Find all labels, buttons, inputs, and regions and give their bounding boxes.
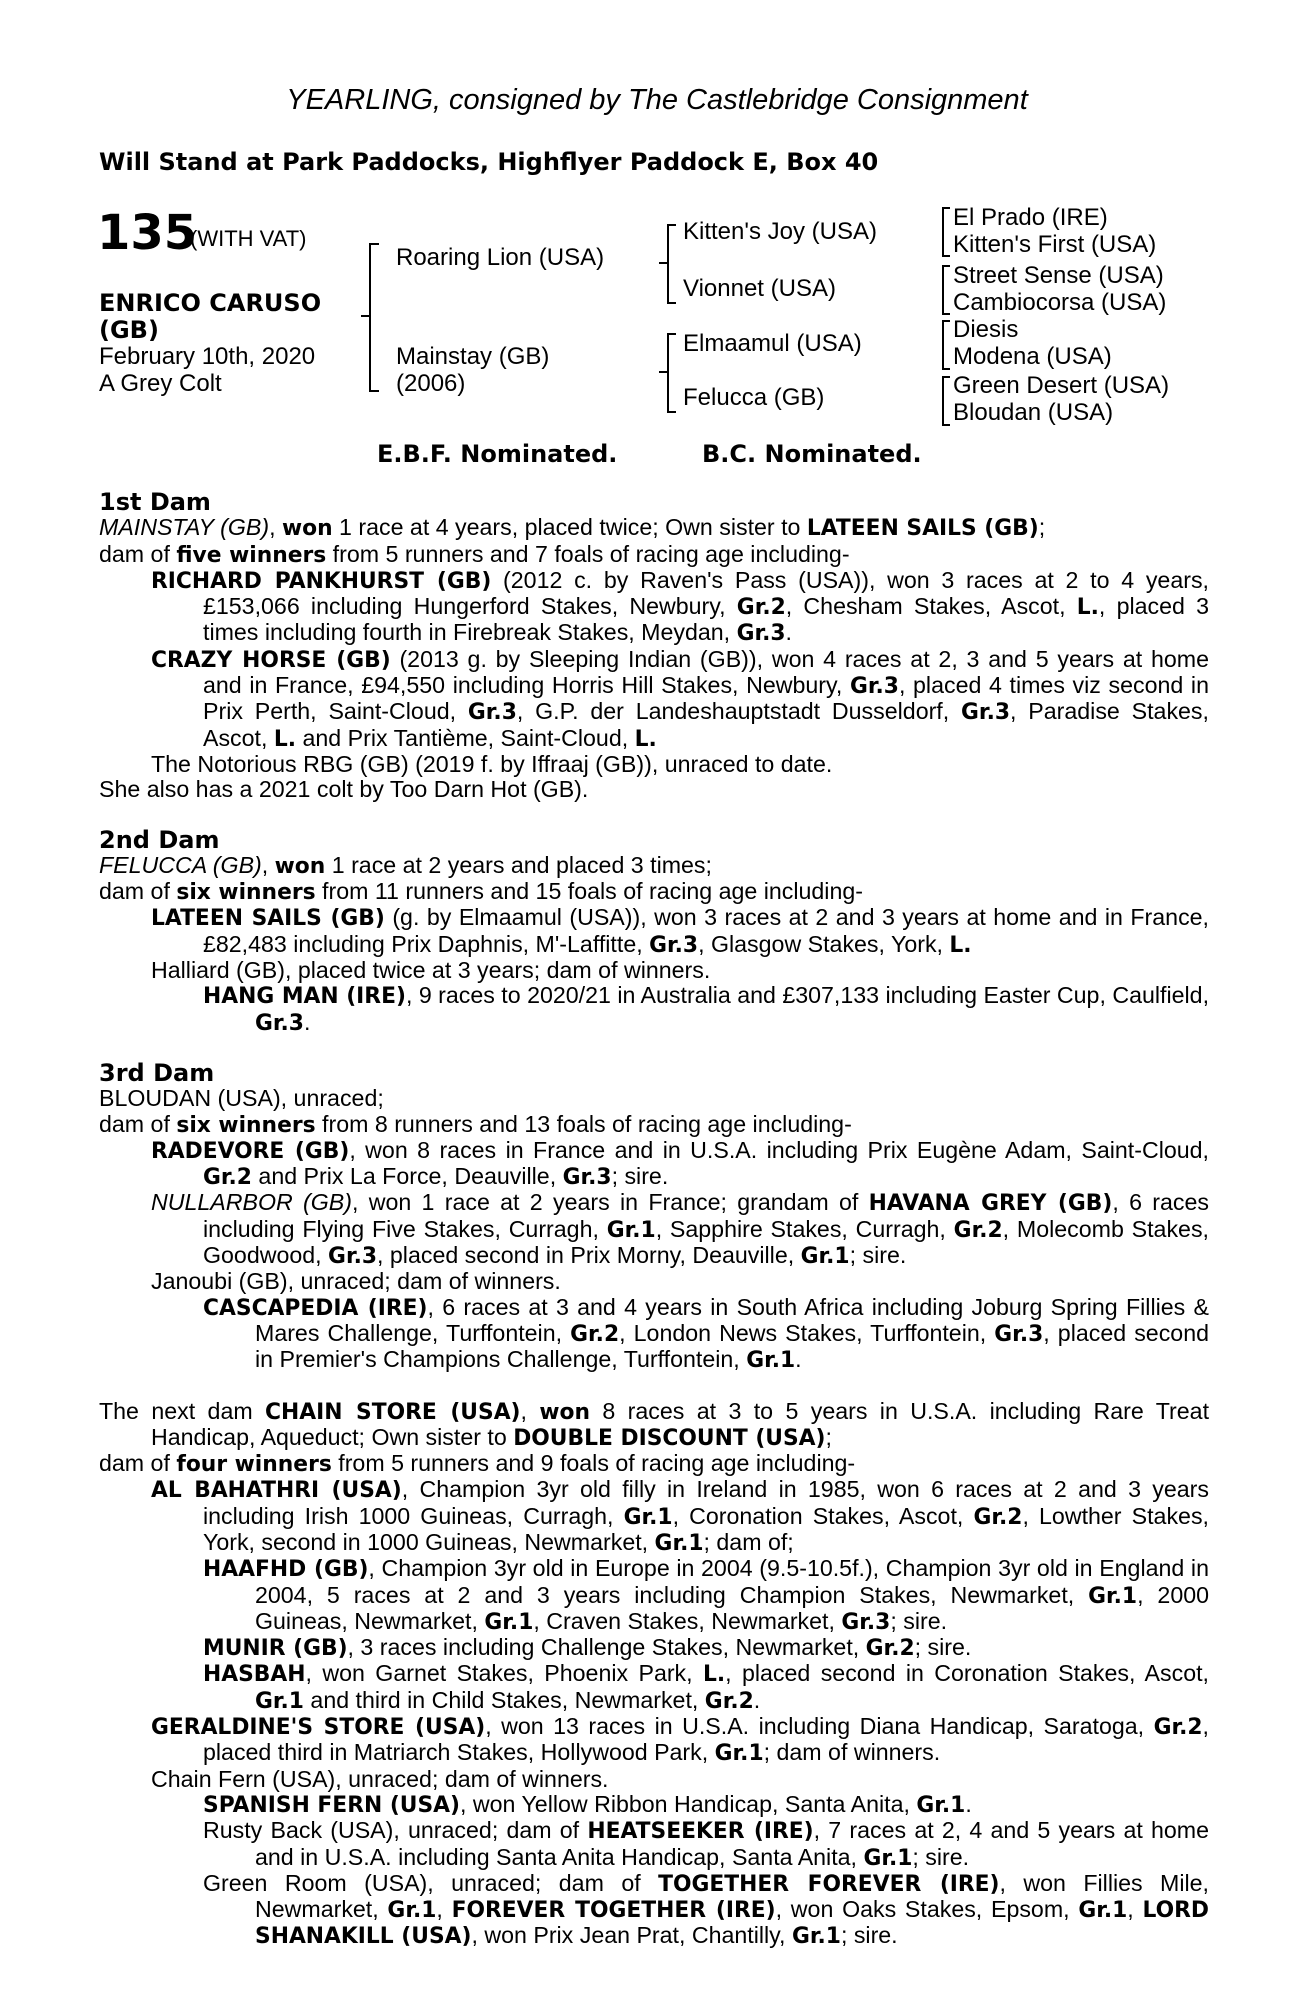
second-dam-produce-3: HANG MAN (IRE), 9 races to 2020/21 in Australia and £307,133 including Easter Cup, Caulfield, Gr.3.: [203, 982, 1210, 1036]
second-dam-heading: 2nd Dam: [99, 825, 220, 854]
first-dam-produce-2: CRAZY HORSE (GB) (2013 g. by Sleeping Indian (GB)), won 4 races at 2, 3 and 5 years at home and in France, £94,550 including Horris Hill Stakes, Newbury, Gr.3, placed 4 times viz second in Prix Perth, Saint-Cloud, Gr.3, G.P. der Landeshauptstadt Dusseldorf, Gr.3, Paradise Stakes, Ascot, L. and Prix Tantième, Saint-Cloud, L.: [151, 645, 1209, 752]
pedigree-brace-gen1: [369, 243, 379, 392]
bc-nomination: B.C. Nominated.: [702, 440, 922, 468]
dam-sire-name: Elmaamul (USA): [683, 330, 862, 357]
second-dam-produce-1: LATEEN SAILS (GB) (g. by Elmaamul (USA)), won 3 races at 2 and 3 years at home and in France, £82,483 including Prix Daphnis, M'-Laffitte, Gr.3, Glasgow Stakes, York, L.: [151, 904, 1209, 958]
pedigree-brace-dam-side: [667, 333, 676, 413]
next-dam-line-2: dam of four winners from 5 runners and 9 foals of racing age including-: [99, 1450, 856, 1478]
pedigree-brace-dam-side-point: [659, 371, 669, 373]
pedigree-brace-gen1-point: [361, 315, 371, 317]
first-dam-produce-1: RICHARD PANKHURST (GB) (2012 c. by Raven's Pass (USA)), won 3 races at 2 to 4 years, £153,066 including Hungerford Stakes, Newbury, Gr.2, Chesham Stakes, Ascot, L., placed 3 times including fourth in Firebreak Stakes, Meydan, Gr.3.: [151, 566, 1209, 647]
horse-name: ENRICO CARUSO: [99, 289, 322, 317]
dam-name: Mainstay (GB): [396, 343, 550, 370]
pedigree-brace-sire-side-point: [659, 262, 669, 264]
gen3-name-6: Modena (USA): [953, 343, 1112, 370]
gen3-name-1: El Prado (IRE): [953, 204, 1108, 231]
next-dam-produce-2: HAAFHD (GB), Champion 3yr old in Europe in 2004 (9.5-10.5f.), Champion 3yr old in England in 2004, 5 races at 2 and 3 years including Champion Stakes, Newmarket, Gr.1, 2000 Guineas, Newmarket, Gr.1, Craven Stakes, Newmarket, Gr.3; sire.: [203, 1555, 1210, 1635]
second-dam-line-2: dam of six winners from 11 runners and 15 foals of racing age including-: [99, 878, 863, 906]
ebf-nomination: E.B.F. Nominated.: [377, 440, 618, 468]
foaling-date: February 10th, 2020: [99, 343, 316, 370]
third-dam-produce-2: NULLARBOR (GB), won 1 race at 2 years in France; grandam of HAVANA GREY (GB), 6 races including Flying Five Stakes, Curragh, Gr.1, Sapphire Stakes, Curragh, Gr.2, Molecomb Stakes, Goodwood, Gr.3, placed second in Prix Morny, Deauville, Gr.1; sire.: [151, 1189, 1209, 1270]
first-dam-line-1: MAINSTAY (GB), won 1 race at 4 years, placed twice; Own sister to LATEEN SAILS (GB);: [99, 514, 1046, 542]
gen3-name-3: Street Sense (USA): [953, 262, 1164, 289]
first-dam-produce-3: The Notorious RBG (GB) (2019 f. by Iffraaj (GB)), unraced to date.: [151, 750, 833, 777]
pedigree-brace-gen3-2: [942, 265, 950, 315]
pedigree-brace-gen3-4: [942, 376, 950, 426]
dam-year: (2006): [396, 370, 466, 397]
first-dam-heading: 1st Dam: [99, 488, 211, 516]
third-dam-line-2: dam of six winners from 8 runners and 13 foals of racing age including-: [99, 1110, 852, 1138]
third-dam-heading: 3rd Dam: [99, 1058, 215, 1087]
next-dam-produce-9: Green Room (USA), unraced; dam of TOGETHER FOREVER (IRE), won Fillies Mile, Newmarket, Gr.1, FOREVER TOGETHER (IRE), won Oaks Stakes, Epsom, Gr.1, LORD SHANAKILL (USA), won Prix Jean Prat, Chantilly, Gr.1; sire.: [203, 1869, 1209, 1950]
gen3-name-7: Green Desert (USA): [953, 372, 1170, 399]
next-dam-produce-6: Chain Fern (USA), unraced; dam of winners.: [151, 1765, 609, 1792]
next-dam-produce-8: Rusty Back (USA), unraced; dam of HEATSEEKER (IRE), 7 races at 2, 4 and 5 years at home and in U.S.A. including Santa Anita Handicap, Santa Anita, Gr.1; sire.: [203, 1817, 1210, 1871]
second-dam-line-1: FELUCCA (GB), won 1 race at 2 years and placed 3 times;: [99, 851, 712, 879]
horse-name-suffix: (GB): [99, 316, 159, 344]
next-dam-produce-3: MUNIR (GB), 3 races including Challenge Stakes, Newmarket, Gr.2; sire.: [203, 1634, 972, 1662]
next-dam-produce-1: AL BAHATHRI (USA), Champion 3yr old filly in Ireland in 1985, won 6 races at 2 and 3 years including Irish 1000 Guineas, Curragh, Gr.1, Coronation Stakes, Ascot, Gr.2, Lowther Stakes, York, second in 1000 Guineas, Newmarket, Gr.1; dam of;: [151, 1476, 1209, 1556]
pedigree-brace-sire-side: [667, 224, 676, 304]
first-dam-produce-4: She also has a 2021 colt by Too Darn Hot (GB).: [99, 776, 589, 803]
third-dam-produce-3: Janoubi (GB), unraced; dam of winners.: [151, 1268, 561, 1295]
lot-number: 135: [97, 205, 198, 261]
next-dam-produce-5: GERALDINE'S STORE (USA), won 13 races in U.S.A. including Diana Handicap, Saratoga, Gr.2, placed third in Matriarch Stakes, Hollywood Park, Gr.1; dam of winners.: [151, 1713, 1209, 1767]
gen3-name-4: Cambiocorsa (USA): [953, 289, 1167, 316]
stand-location: Will Stand at Park Paddocks, Highflyer Paddock E, Box 40: [99, 148, 879, 176]
next-dam-produce-7: SPANISH FERN (USA), won Yellow Ribbon Handicap, Santa Anita, Gr.1.: [203, 1790, 972, 1818]
next-dam-produce-4: HASBAH, won Garnet Stakes, Phoenix Park, L., placed second in Coronation Stakes, Ascot, Gr.1 and third in Child Stakes, Newmarket, Gr.2.: [203, 1660, 1209, 1714]
consignment-heading: YEARLING, consigned by The Castlebridge Consignment: [286, 84, 1028, 116]
first-dam-line-2: dam of five winners from 5 runners and 7 foals of racing age including-: [99, 540, 850, 568]
sire-sire-name: Kitten's Joy (USA): [683, 218, 877, 245]
third-dam-produce-4: CASCAPEDIA (IRE), 6 races at 3 and 4 years in South Africa including Joburg Spring Fillies & Mares Challenge, Turffontein, Gr.2, London News Stakes, Turffontein, Gr.3, placed second in Premier's Champions Challenge, Turffontein, Gr.1.: [203, 1293, 1209, 1374]
sire-dam-name: Vionnet (USA): [683, 275, 836, 302]
gen3-name-2: Kitten's First (USA): [953, 231, 1157, 258]
vat-note: (WITH VAT): [190, 226, 307, 251]
third-dam-produce-1: RADEVORE (GB), won 8 races in France and in U.S.A. including Prix Eugène Adam, Saint-Cloud, Gr.2 and Prix La Force, Deauville, Gr.3; sire.: [151, 1136, 1209, 1191]
gen3-name-8: Bloudan (USA): [953, 399, 1114, 426]
dam-dam-name: Felucca (GB): [683, 384, 825, 411]
gen3-name-5: Diesis: [953, 316, 1019, 343]
sire-name: Roaring Lion (USA): [396, 244, 605, 271]
next-dam-line-1: The next dam CHAIN STORE (USA), won 8 races at 3 to 5 years in U.S.A. including Rare Treat Handicap, Aqueduct; Own sister to DOUBLE DISCOUNT (USA);: [99, 1397, 1210, 1451]
horse-description: A Grey Colt: [99, 370, 222, 397]
pedigree-brace-gen3-1: [942, 207, 950, 257]
third-dam-line-1: BLOUDAN (USA), unraced;: [99, 1085, 384, 1112]
pedigree-brace-gen3-3: [942, 320, 950, 370]
second-dam-produce-2: Halliard (GB), placed twice at 3 years; dam of winners.: [151, 957, 711, 984]
produce-record: [99, 490, 1209, 1950]
